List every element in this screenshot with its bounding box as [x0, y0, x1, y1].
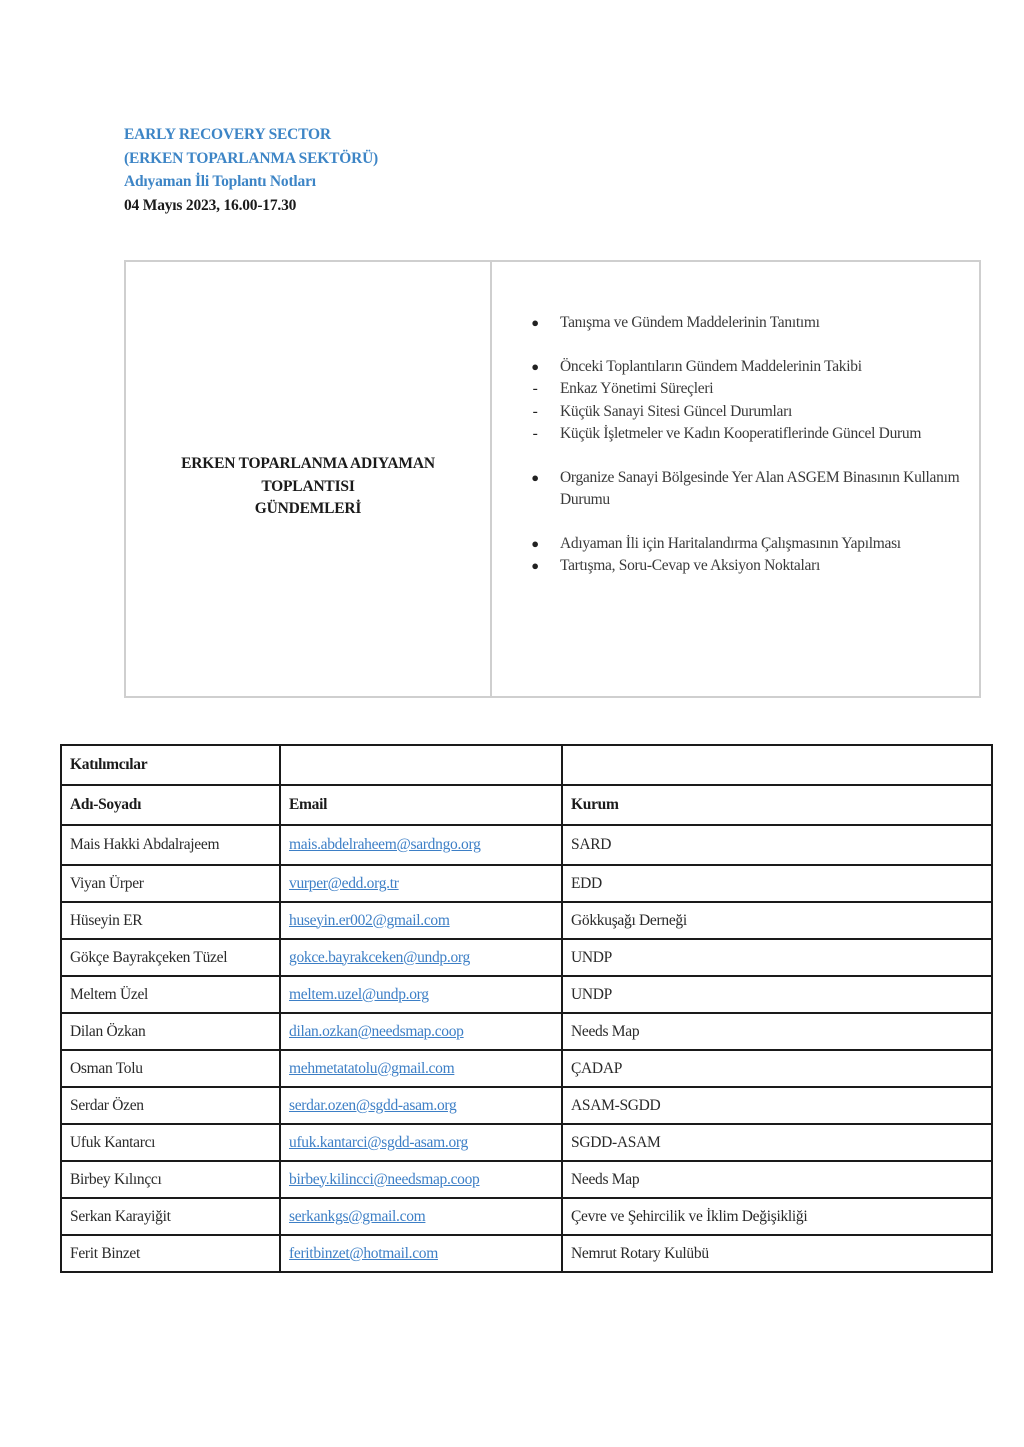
- participant-email-link[interactable]: ufuk.kantarci@sgdd-asam.org: [289, 1133, 468, 1151]
- participant-organization: Nemrut Rotary Kulübü: [562, 1235, 992, 1272]
- agenda-title-cell: [126, 262, 492, 696]
- bullet-icon: ●: [531, 558, 539, 573]
- agenda-subitem: [492, 378, 979, 401]
- agenda-title: [181, 453, 435, 521]
- participant-organization: Gökkuşağı Derneği: [562, 902, 992, 939]
- participant-email-cell: [280, 1161, 562, 1198]
- participant-email-cell: [280, 1124, 562, 1161]
- agenda-item-text: Küçük İşletmeler ve Kadın Kooperatiflerinde Güncel Durum: [560, 425, 922, 442]
- agenda-item-text: Önceki Toplantıların Gündem Maddelerinin Takibi: [560, 357, 862, 375]
- agenda-title-line: TOPLANTISI: [261, 477, 355, 495]
- participant-organization: SARD: [562, 825, 992, 865]
- column-header-organization: Kurum: [562, 785, 992, 825]
- participant-organization: ASAM-SGDD: [562, 1087, 992, 1124]
- participant-row: [61, 1161, 992, 1198]
- bullet-icon: ●: [531, 535, 539, 551]
- participant-row: [61, 1087, 992, 1124]
- participant-email-link[interactable]: birbey.kilincci@needsmap.coop: [289, 1170, 480, 1188]
- meeting-notes-title: Adıyaman İli Toplantı Notları: [124, 173, 316, 190]
- participant-name: Serdar Özen: [61, 1087, 280, 1124]
- bullet-icon: ●: [531, 358, 539, 374]
- participant-name: Ferit Binzet: [61, 1235, 280, 1272]
- sector-title-en: EARLY RECOVERY SECTOR: [124, 126, 331, 143]
- participant-email-cell: [280, 1050, 562, 1087]
- agenda-subitem: [492, 423, 979, 446]
- agenda-items-cell: [492, 262, 979, 696]
- participant-email-cell: [280, 825, 562, 865]
- participant-name: Viyan Ürper: [61, 865, 280, 902]
- participant-email-link[interactable]: mais.abdelraheem@sardngo.org: [289, 836, 481, 853]
- participant-row: [61, 1013, 992, 1050]
- column-header-email: Email: [280, 785, 562, 825]
- agenda-item: [492, 356, 979, 379]
- participant-name: Mais Hakki Abdalrajeem: [61, 825, 280, 865]
- agenda-title-line: GÜNDEMLERİ: [254, 500, 362, 518]
- agenda-item: [492, 312, 979, 335]
- bullet-icon: ●: [531, 315, 539, 330]
- participant-name: Serkan Karayiğit: [61, 1198, 280, 1235]
- agenda-item: [492, 555, 979, 578]
- empty-cell: [562, 745, 992, 785]
- participants-section-row: [61, 745, 992, 785]
- participant-email-link[interactable]: mehmetatatolu@gmail.com: [289, 1059, 455, 1077]
- participant-email-link[interactable]: meltem.uzel@undp.org: [289, 985, 429, 1003]
- participant-name: Birbey Kılınçcı: [61, 1161, 280, 1198]
- agenda-item-text: Küçük Sanayi Sitesi Güncel Durumları: [560, 402, 792, 420]
- participant-row: [61, 1198, 992, 1235]
- agenda-item: [492, 533, 979, 556]
- participant-email-link[interactable]: vurper@edd.org.tr: [289, 874, 399, 892]
- participant-row: [61, 939, 992, 976]
- participant-row: [61, 825, 992, 865]
- empty-cell: [280, 745, 562, 785]
- participant-email-link[interactable]: serkankgs@gmail.com: [289, 1207, 426, 1225]
- bullet-icon: ●: [531, 469, 539, 485]
- participant-row: [61, 1050, 992, 1087]
- participant-organization: UNDP: [562, 939, 992, 976]
- participant-email-link[interactable]: gokce.bayrakceken@undp.org: [289, 948, 470, 966]
- participant-email-cell: [280, 1087, 562, 1124]
- participant-email-cell: [280, 902, 562, 939]
- participant-name: Osman Tolu: [61, 1050, 280, 1087]
- participant-row: [61, 976, 992, 1013]
- participant-organization: Çevre ve Şehircilik ve İklim Değişikliği: [562, 1198, 992, 1235]
- participant-email-cell: [280, 1013, 562, 1050]
- participant-email-cell: [280, 865, 562, 902]
- agenda-item-text: Organize Sanayi Bölgesinde Yer Alan ASGEM Binasının Kullanım Durumu: [560, 468, 960, 508]
- participant-organization: SGDD-ASAM: [562, 1124, 992, 1161]
- dash-icon: -: [532, 380, 538, 397]
- agenda-item-text: Adıyaman İli için Haritalandırma Çalışmasının Yapılması: [560, 534, 901, 552]
- participants-header-row: [61, 785, 992, 825]
- column-header-name: Adı-Soyadı: [61, 785, 280, 825]
- agenda-list: [492, 312, 979, 578]
- agenda-item-text: Tanışma ve Gündem Maddelerinin Tanıtımı: [560, 314, 820, 331]
- participant-name: Gökçe Bayrakçeken Tüzel: [61, 939, 280, 976]
- participant-organization: Needs Map: [562, 1013, 992, 1050]
- participant-name: Hüseyin ER: [61, 902, 280, 939]
- participant-organization: Needs Map: [562, 1161, 992, 1198]
- sector-title-tr: (ERKEN TOPARLANMA SEKTÖRÜ): [124, 149, 379, 167]
- participant-row: [61, 1124, 992, 1161]
- participant-email-cell: [280, 939, 562, 976]
- participant-organization: EDD: [562, 865, 992, 902]
- participant-name: Dilan Özkan: [61, 1013, 280, 1050]
- participant-organization: ÇADAP: [562, 1050, 992, 1087]
- participant-email-link[interactable]: serdar.ozen@sgdd-asam.org: [289, 1096, 457, 1114]
- participant-organization: UNDP: [562, 976, 992, 1013]
- agenda-item-text: Enkaz Yönetimi Süreçleri: [560, 380, 714, 397]
- participants-table: [60, 744, 993, 1273]
- participant-name: Meltem Üzel: [61, 976, 280, 1013]
- participant-email-link[interactable]: feritbinzet@hotmail.com: [289, 1244, 438, 1262]
- participant-email-cell: [280, 1198, 562, 1235]
- agenda-item: [492, 467, 979, 512]
- participant-row: [61, 865, 992, 902]
- agenda-table: [124, 260, 981, 698]
- participants-section-title: Katılımcılar: [61, 745, 280, 785]
- agenda-title-line: ERKEN TOPARLANMA ADIYAMAN: [181, 455, 435, 473]
- participant-email-cell: [280, 1235, 562, 1272]
- dash-icon: -: [532, 402, 538, 420]
- participant-row: [61, 1235, 992, 1272]
- participant-row: [61, 902, 992, 939]
- agenda-item-text: Tartışma, Soru-Cevap ve Aksiyon Noktaları: [560, 557, 820, 574]
- agenda-subitem: [492, 401, 979, 424]
- participant-email-cell: [280, 976, 562, 1013]
- document-header: [124, 123, 378, 217]
- dash-icon: -: [532, 425, 538, 442]
- participant-email-link[interactable]: dilan.ozkan@needsmap.coop: [289, 1022, 464, 1040]
- meeting-date-time: 04 Mayıs 2023, 16.00-17.30: [124, 196, 297, 214]
- participant-name: Ufuk Kantarcı: [61, 1124, 280, 1161]
- participant-email-link[interactable]: huseyin.er002@gmail.com: [289, 911, 450, 929]
